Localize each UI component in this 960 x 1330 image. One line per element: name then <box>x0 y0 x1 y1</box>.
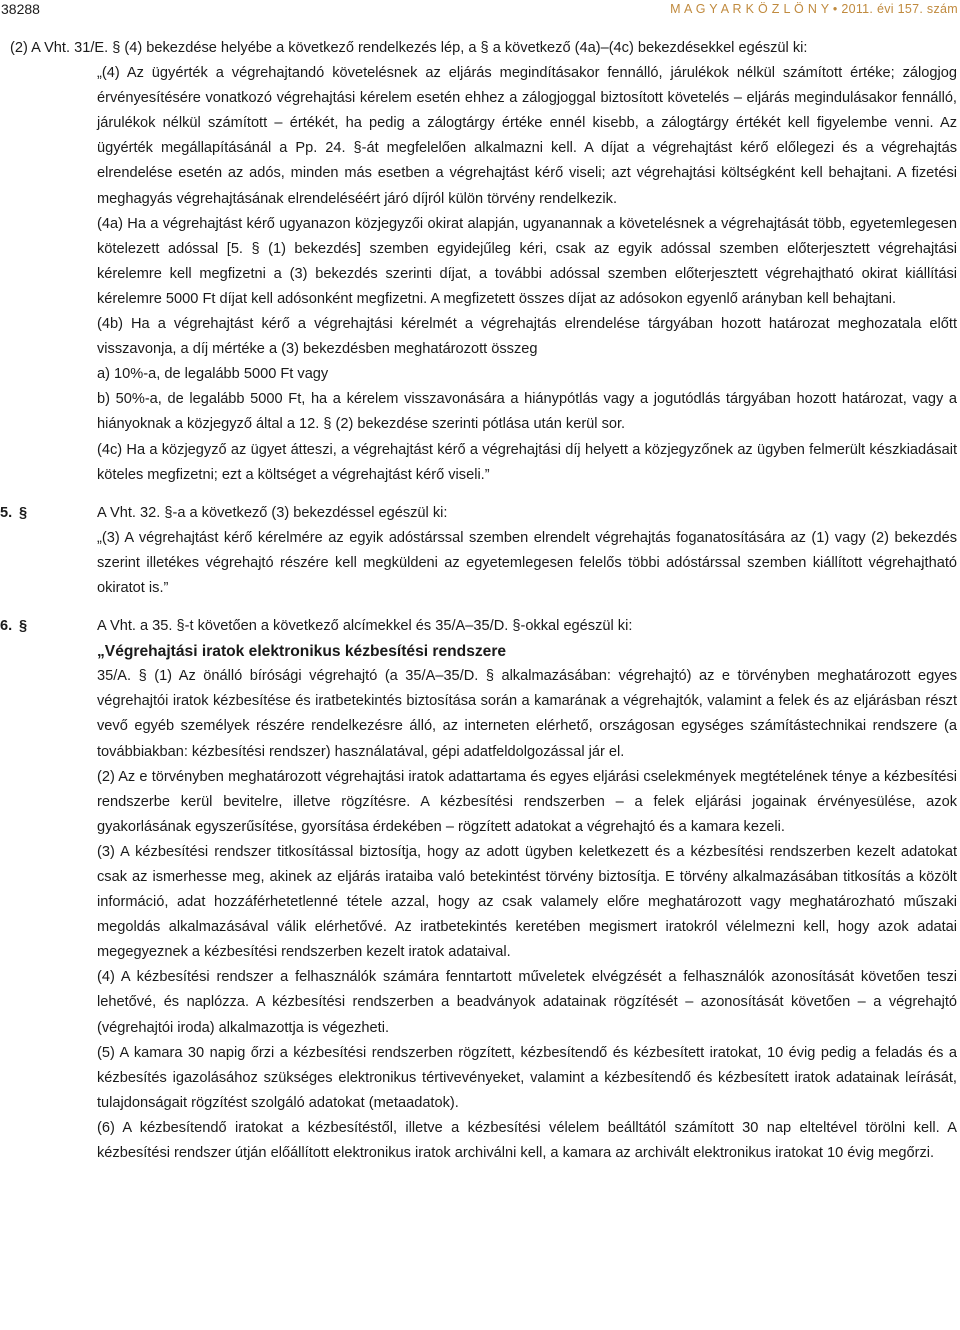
paragraph-4c: (4c) Ha a közjegyző az ügyet átteszi, a végrehajtást kérő a végrehajtási díj helyett a közjegyzőnek az ügyben felmerült készkiadásait köteles megfizetni; ezt a költséget a végrehajtást kérő viseli.” <box>97 441 957 483</box>
paragraph-4b-point-a: a) 10%-a, de legalább 5000 Ft vagy <box>97 366 329 383</box>
section-6-paragraph-4: (4) A kézbesítési rendszer a felhasználók számára fenntartott műveletek elvégzését a felhasználók azonosítását követően teszi lehetővé, és naplózza. A kézbesítési rendszerben a beadványok adatainak rögzítését – azonosítását követően – a végrehajtó (végrehajtói iroda) alkalmazottja is végezheti. <box>97 969 957 1036</box>
paragraph-4a: (4a) Ha a végrehajtást kérő ugyanazon közjegyzői okirat alapján, ugyanannak a követelésnek a végrehajtását több, egyetemlegesen kötelezett adóssal [5. § (1) bekezdés] szemben egyidejűleg kéri, csak az egyik adóssal szemben előterjesztett végrehajtási kérelemre kell megfizetni a (3) bekezdés szerinti díjat, a további adóssal szemben előterjesztett végrehajtható okirat kiállítási kérelemre 5000 Ft díjat kell adósonként megfizetni. A megfizetett összes díjat az adósokon egyenlő arányban kell behajtani. <box>97 215 957 307</box>
section-6-intro: A Vht. a 35. §-t követően a következő alcímekkel és 35/A–35/D. §-okkal egészül ki: <box>97 618 633 635</box>
section-6-paragraph-1: 35/A. § (1) Az önálló bírósági végrehajtó (a 35/A–35/D. § alkalmazásában: végrehajtó) az e törvényben meghatározott egyes végrehajtói iratok kézbesítése és iratbetekintés biztosítása során a kamarának a végrehajtók, valamint a felek és az eljárásban részt vevő egyéb személyek részére rendelkezésre álló, az interneten elérhető, országosan egységes számítástechnikai rendszere (a továbbiakban: kézbesítési rendszer) használatával, gépi adatfeldolgozással jár el. <box>97 668 957 760</box>
section-5-intro: A Vht. 32. §-a a következő (3) bekezdéssel egészül ki: <box>97 504 448 521</box>
section-6-paragraph-5: (5) A kamara 30 napig őrzi a kézbesítési rendszerben rögzített, kézbesítendő és kézbesített iratokat, 10 évig pedig a feladás és a kézbesítés igazolásához szükséges elektronikus tértivevényeket, valamint a kézbesítendő és kézbesített iratok adatainak leírását, tulajdonságait rögzítést szolgáló adatokat (metaadatok). <box>97 1044 957 1111</box>
section-6 <box>0 614 960 1166</box>
paragraph-4b: (4b) Ha a végrehajtást kérő a végrehajtási kérelmét a végrehajtás elrendelése tárgyában hozott határozat meghozatala előtt visszavonja, a díj mértéke a (3) bekezdésben meghatározott összeg <box>97 316 957 358</box>
page-header <box>0 0 960 20</box>
section-6-sign: § <box>19 618 28 635</box>
section-5-number: 5. <box>0 504 13 521</box>
document-body <box>0 36 960 1166</box>
section-6-subtitle: „Végrehajtási iratok elektronikus kézbesítési rendszere <box>97 643 507 661</box>
paragraph-4b-point-b: b) 50%-a, de legalább 5000 Ft, ha a kérelem visszavonására a hiánypótlás vagy a jogutódlás tárgyában hozott határozat, vagy a hiányoknak a közjegyző által a 12. § (2) bekezdése szerinti pótlása után kerül sor. <box>97 391 957 433</box>
section-5-paragraph-3: „(3) A végrehajtást kérő kérelmére az egyik adóstárssal szemben elrendelt végrehajtás foganatosítására az (1) vagy (2) bekezdés szerint illetékes végrehajtó részére kell megküldeni az egyetemlegesen felelős többi adóstárssal szemben kiállított végrehajtható okiratot is.” <box>97 529 957 596</box>
paragraph-4: „(4) Az ügyérték a végrehajtandó követelésnek az eljárás megindításakor fennálló, járulékok nélkül számított értéke; zálogjog érvényesítésére vonatkozó végrehajtási kérelem esetén ehhez a zálogjoggal biztosított követelés – eljárás megindulásakor fennálló, járulékok nélkül számított – értékét, ha pedig a zálogtárgy értéke ennél kisebb, a zálogtárgy értékét kell figyelembe venni. Az ügyérték megállapításánál a Pp. 24. §-át megfelelően alkalmazni kell. A díjat a végrehajtást kérő előlegezi és a végrehajtás elrendelése esetén az adós, minden más esetben a végrehajtást kérő viseli; azt végrehajtási költségként kell behajtani. A fizetési meghagyás végrehajtásának elrendeléséért járó díjról külön törvény rendelkezik. <box>97 65 957 207</box>
section-6-number: 6. <box>0 618 13 635</box>
paragraph-2-intro: (2) A Vht. 31/E. § (4) bekezdése helyébe a következő rendelkezés lép, a § a következő (4a)–(4c) bekezdésekkel egészül ki: <box>10 40 808 56</box>
section-6-paragraph-3: (3) A kézbesítési rendszer titkosítással biztosítja, hogy az adott ügyben keletkezett és a kézbesítési rendszerben kezelt adatokat csak az ismerhesse meg, akinek az eljárás irataiba való betekintést törvény biztosítja. E törvény alkalmazásában titkosítás a közölt információ, adat hozzáférhetetlenné tétele azzal, hogy az csak valamely előre meghatározott vagy meghatározható műszaki megoldás alkalmazásával válik elérhetővé. Az iratbetekintés keretében megismert iratokról vélelmezni kell, hogy azok adatai megegyeznek a kézbesítési rendszerben kezelt iratok adataival. <box>97 843 957 961</box>
section-5 <box>0 501 960 601</box>
section-6-paragraph-2: (2) Az e törvényben meghatározott végrehajtási iratok adattartama és egyes eljárási cselekmények megtételének ténye a kézbesítési rendszerbe kerül bevitelre, illetve rögzítésre. A kézbesítési rendszerben – a felek eljárási jogainak érvényesülése, azok gyakorlásának egyszerűsítése, gyorsítása érdekében – rögzített adatokat a végrehajtó és a kamara kezeli. <box>97 768 957 835</box>
journal-title: M A G Y A R K Ö Z L Ö N Y • 2011. évi 157. szám <box>670 2 958 16</box>
page-number: 38288 <box>1 1 40 17</box>
section-6-paragraph-6: (6) A kézbesítendő iratokat a kézbesítéstől, illetve a kézbesítési vélelem beálltától számított 30 nap elteltével törölni kell. A kézbesítési rendszer útján előállított elektronikus iratok archiválni kell, a kamara az archivált elektronikus iratokat 10 évig megőrzi. <box>97 1119 957 1162</box>
section-5-sign: § <box>19 504 28 521</box>
